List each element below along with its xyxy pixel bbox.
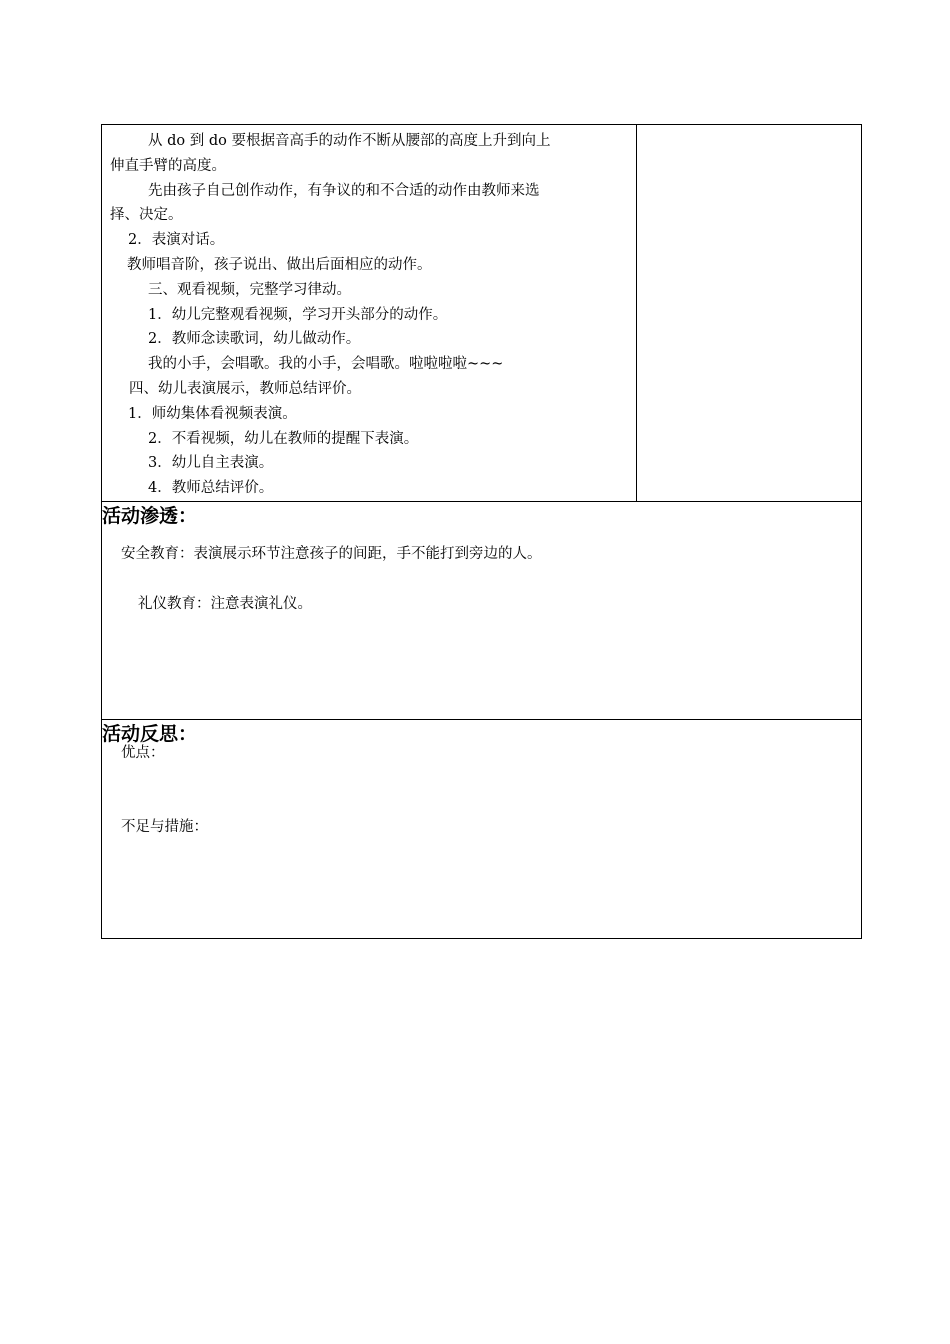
process-line: 三、观看视频，完整学习律动。: [148, 281, 351, 298]
process-line: 1．师幼集体看视频表演。: [128, 405, 297, 422]
process-line: 3．幼儿自主表演。: [148, 455, 274, 472]
activity-process-cell: [102, 125, 637, 502]
process-line: 2．不看视频，幼儿在教师的提醒下表演。: [148, 430, 419, 447]
etiquette-education-text: 礼仪教育：注意表演礼仪。: [138, 595, 312, 612]
process-line: 教师唱音阶，孩子说出、做出后面相应的动作。: [127, 256, 432, 273]
process-line: 从 do 到 do 要根据音高手的动作不断从腰部的高度上升到向上: [148, 133, 551, 149]
process-line: 四、幼儿表演展示，教师总结评价。: [129, 380, 361, 397]
safety-education-text: 安全教育：表演展示环节注意孩子的间距，手不能打到旁边的人。: [121, 545, 542, 562]
process-line: 伸直手臂的高度。: [110, 157, 226, 174]
infiltration-title: 活动渗透：: [102, 504, 198, 527]
process-line: 我的小手，会唱歌。我的小手，会唱歌。啦啦啦啦~~~: [148, 356, 504, 373]
process-row: [102, 125, 862, 502]
activity-reflection-cell: [102, 719, 862, 938]
process-line: 先由孩子自己创作动作，有争议的和不合适的动作由教师来选: [148, 182, 540, 199]
reflection-title: 活动反思：: [102, 722, 198, 745]
lesson-plan-table: [101, 124, 862, 939]
activity-infiltration-cell: [102, 501, 862, 719]
weaknesses-label: 不足与措施：: [121, 818, 208, 835]
process-line: 2．教师念读歌词，幼儿做动作。: [148, 331, 361, 348]
reflection-row: [102, 719, 862, 938]
process-line: 2．表演对话。: [128, 232, 225, 249]
process-line: 4．教师总结评价。: [148, 480, 274, 497]
notes-cell: [637, 125, 862, 502]
process-line: 择、决定。: [110, 207, 183, 224]
infiltration-row: [102, 501, 862, 719]
strengths-label: 优点：: [121, 744, 165, 761]
process-line: 1．幼儿完整观看视频，学习开头部分的动作。: [148, 306, 448, 323]
